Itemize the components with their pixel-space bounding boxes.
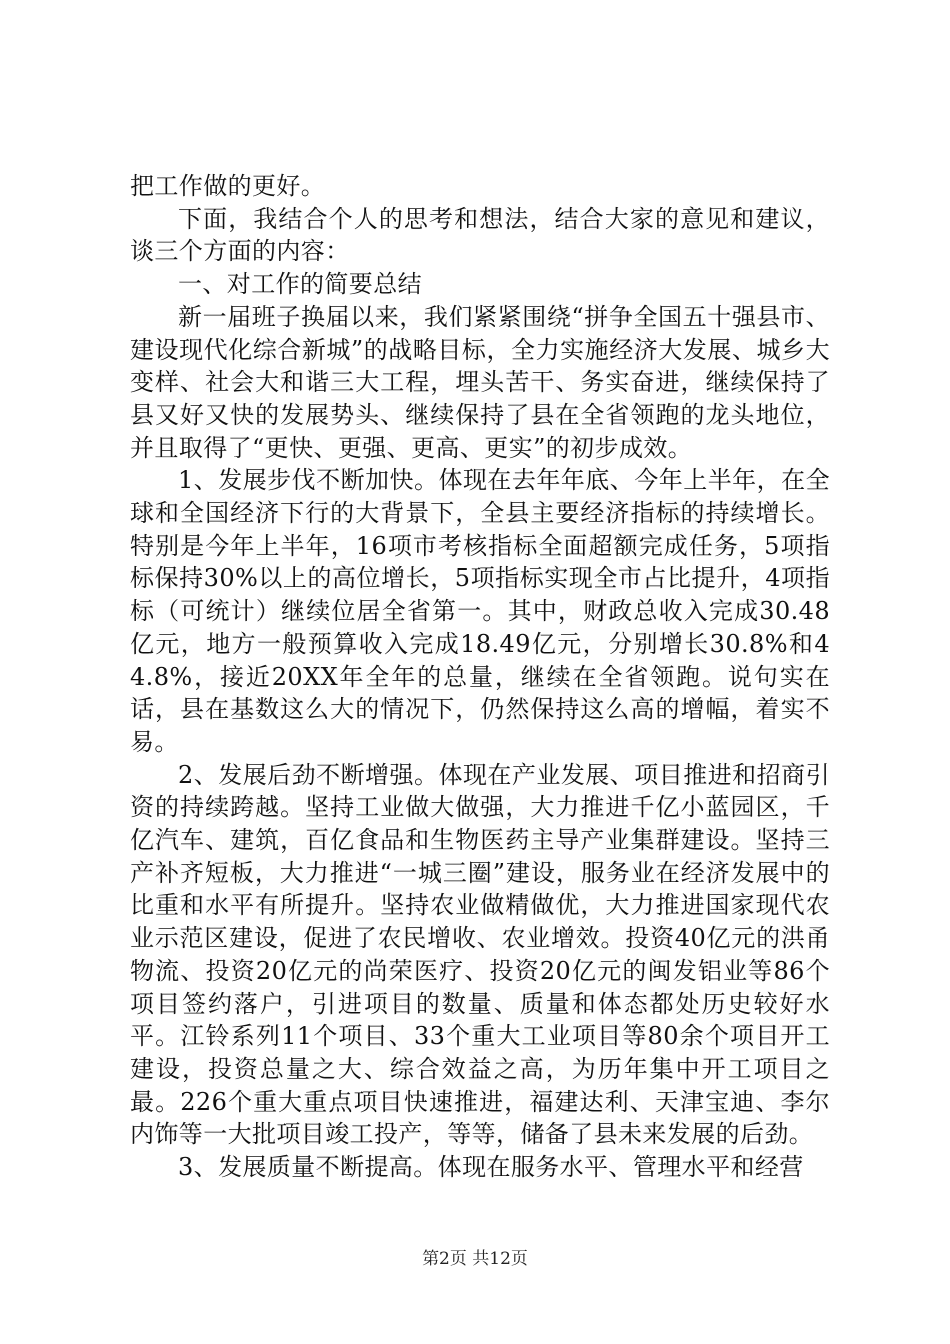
paragraph-4: 新一届班子换届以来，我们紧紧围绕“拼争全国五十强县市、建设现代化综合新城”的战略目标，全力实施经济大发展、城乡大变样、社会大和谐三大工程，埋头苦干、务实奋进，继续保持了县又好又快的发展势头、继续保持了县在全省领跑的龙头地位，并且取得了“更快、更强、更高、更实”的初步成效。 (130, 302, 830, 462)
paragraph-point-1: 1、发展步伐不断加快。体现在去年年底、今年上半年，在全球和全国经济下行的大背景下，全县主要经济指标的持续增长。特别是今年上半年，16项市考核指标全面超额完成任务，5项指标保持30%以上的高位增长，5项指标实现全市占比提升，4项指标（可统计）继续位居全省第一。其中，财政总收入完成30.48亿元，地方一般预算收入完成18.49亿元，分别增长30.8%和44.8%，接近20XX年全年的总量，继续在全省领跑。说句实在话，县在基数这么大的情况下，仍然保持这么高的增幅，着实不易。 (130, 466, 830, 756)
paragraph-2: 下面，我结合个人的思考和想法，结合大家的意见和建议，谈三个方面的内容： (130, 204, 830, 266)
paragraph-point-2: 2、发展后劲不断增强。体现在产业发展、项目推进和招商引资的持续跨越。坚持工业做大做强，大力推进千亿小蓝园区，千亿汽车、建筑，百亿食品和生物医药主导产业集群建设。坚持三产补齐短板，大力推进“一城三圈”建设，服务业在经济发展中的比重和水平有所提升。坚持农业做精做优，大力推进国家现代农业示范区建设，促进了农民增收、农业增效。投资40亿元的洪甬物流、投资20亿元的尚荣医疗、投资20亿元的闽发铝业等86个项目签约落户，引进项目的数量、质量和体态都处历史较好水平。江铃系列11个项目、33个重大工业项目等80余个项目开工建设，投资总量之大、综合效益之高，为历年集中开工项目之最。226个重大重点项目快速推进，福建达利、天津宝迪、李尔内饰等一大批项目竣工投产，等等，储备了县未来发展的后劲。 (130, 760, 830, 1149)
page-number-footer: 第2页 共12页 (422, 1249, 528, 1269)
paragraph-1: 把工作做的更好。 (130, 172, 326, 200)
document-body (130, 170, 830, 1184)
paragraph-point-3: 3、发展质量不断提高。体现在服务水平、管理水平和经营 (178, 1153, 804, 1182)
section-heading-summary: 一、对工作的简要总结 (178, 270, 422, 299)
